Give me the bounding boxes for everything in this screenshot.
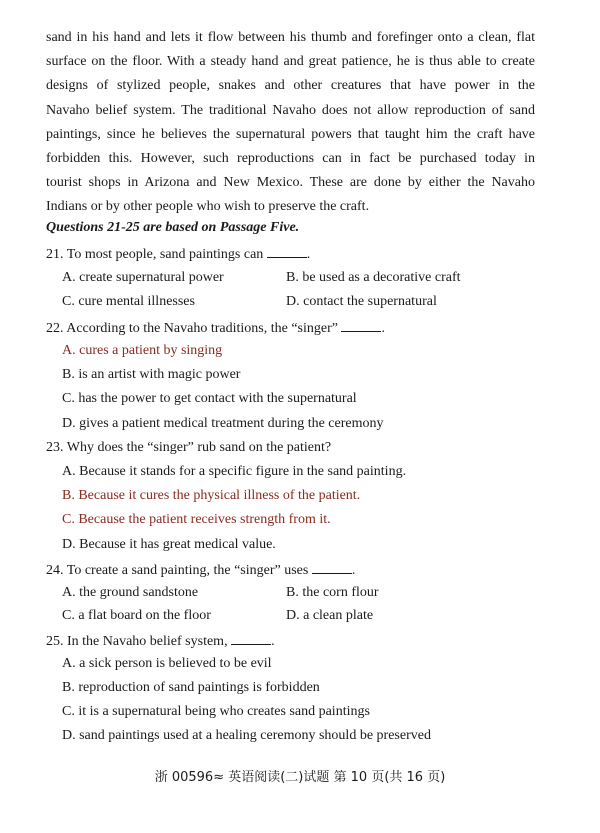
- question-22-option-a: A. cures a patient by singing: [62, 343, 223, 358]
- question-22-stem: [46, 319, 385, 337]
- question-end: .: [306, 247, 311, 262]
- passage-line: Indians or by other people who wish to preserve the craft.: [46, 199, 370, 215]
- question-24-stem: [46, 561, 355, 579]
- question-21-option-b: B. be used as a decorative craft: [286, 270, 461, 285]
- passage-line: forbidden this. However, such reproductions can in fact be purchased today in: [46, 151, 535, 167]
- question-text: 24. To create a sand painting, the “singer” uses: [46, 563, 309, 578]
- page-footer: 浙 00596≈ 英语阅读(二)试题 第 10 页(共 16 页): [154, 770, 446, 785]
- question-22-option-c: C. has the power to get contact with the supernatural: [62, 391, 357, 406]
- question-text: 25. In the Navaho belief system,: [46, 634, 228, 649]
- passage-line: paintings, since he believes the supernatural powers that taught him the craft have: [46, 126, 535, 142]
- passage-line: designs of stylized people, snakes and other creatures that have power in the: [46, 78, 535, 94]
- question-25-option-d: D. sand paintings used at a healing ceremony should be preserved: [62, 728, 431, 743]
- question-21-option-a: A. create supernatural power: [62, 270, 224, 285]
- question-22-option-b: B. is an artist with magic power: [62, 367, 241, 382]
- question-24-option-d: D. a clean plate: [286, 608, 374, 623]
- question-24-option-c: C. a flat board on the floor: [62, 608, 211, 623]
- passage-line: Navaho belief system. The traditional Navaho does not allow reproduction of sand: [46, 102, 535, 118]
- question-23-option-c: C. Because the patient receives strength from it.: [62, 512, 331, 527]
- passage-text: [46, 26, 535, 220]
- question-23-option-b: B. Because it cures the physical illness of the patient.: [62, 488, 361, 503]
- question-25-option-c: C. it is a supernatural being who creates sand paintings: [62, 704, 370, 719]
- question-25-stem: [46, 632, 275, 650]
- question-end: .: [381, 321, 385, 336]
- question-25-option-b: B. reproduction of sand paintings is forbidden: [62, 680, 320, 695]
- passage-line: sand in his hand and lets it flow between his thumb and forefinger onto a clean, flat: [46, 30, 535, 45]
- answer-blank: [341, 319, 381, 332]
- question-24-option-a: A. the ground sandstone: [62, 585, 199, 600]
- passage-line: surface on the floor. With a steady hand and great patience, he is thus able to create: [46, 54, 535, 70]
- question-end: .: [351, 563, 356, 578]
- question-end: .: [271, 634, 275, 649]
- question-21-stem: [46, 245, 310, 263]
- section-heading: Questions 21-25 are based on Passage Five.: [46, 220, 300, 235]
- passage-line: tourist shops in Arizona and New Mexico. These are done by either the Navaho: [46, 175, 535, 191]
- question-21-option-d: D. contact the supernatural: [286, 294, 437, 309]
- answer-blank: [231, 632, 271, 645]
- question-23-option-d: D. Because it has great medical value.: [62, 537, 276, 552]
- question-21-option-c: C. cure mental illnesses: [62, 294, 195, 309]
- question-25-option-a: A. a sick person is believed to be evil: [62, 656, 272, 671]
- answer-blank: [312, 561, 352, 574]
- question-text: 21. To most people, sand paintings can: [46, 247, 264, 262]
- answer-blank: [267, 245, 307, 258]
- question-23-stem: [46, 440, 331, 456]
- question-22-option-d: D. gives a patient medical treatment during the ceremony: [62, 416, 384, 431]
- question-24-option-b: B. the corn flour: [286, 585, 379, 600]
- question-text: 23. Why does the “singer” rub sand on the patient?: [46, 440, 332, 455]
- question-text: 22. According to the Navaho traditions, the “singer”: [46, 321, 338, 336]
- question-23-option-a: A. Because it stands for a specific figure in the sand painting.: [62, 464, 407, 479]
